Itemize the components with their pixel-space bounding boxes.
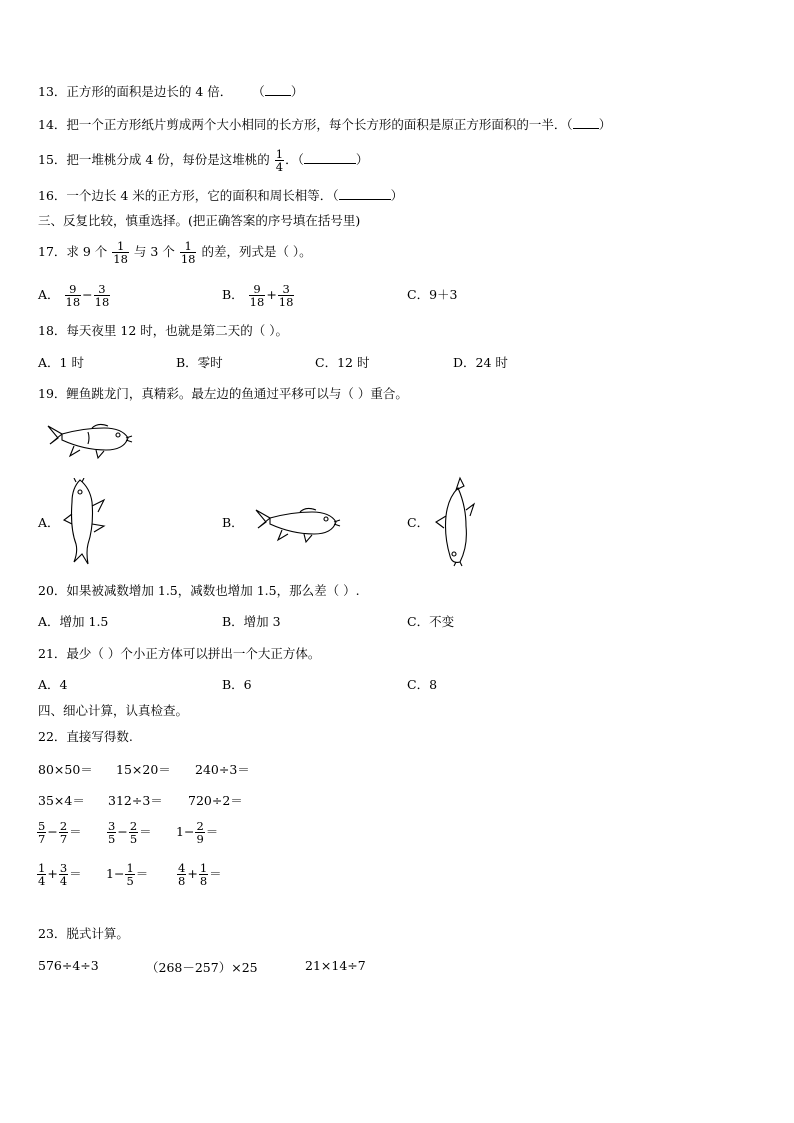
question-20: 20．如果被减数增加 1.5，减数也增加 1.5，那么差（ ）.: [38, 583, 360, 598]
option-18-d[interactable]: D．24 时: [453, 355, 508, 370]
option-17-c[interactable]: C．9＋3: [407, 287, 458, 302]
answer-blank[interactable]: [265, 83, 291, 96]
fraction: $\frac{1}{18}$: [113, 239, 128, 266]
fraction: $\frac{3}{18}$: [278, 282, 294, 309]
question-15: 15．把一堆桃分成 4 份，每份是这堆桃的 $\frac{1}{4}$ ．（ ）: [38, 147, 369, 174]
section-3-heading: 三、反复比较，慎重选择。(把正确答案的序号填在括号里): [38, 213, 361, 228]
option-18-b[interactable]: B．零时: [176, 355, 223, 370]
calc-item: 80×50＝: [38, 762, 93, 777]
option-21-a[interactable]: A．4: [38, 677, 68, 692]
calc-item: 21×14÷7: [305, 958, 366, 973]
calc-item: 1− $\frac{1}{5}$ ＝: [106, 861, 149, 888]
question-14: 14．把一个正方形纸片剪成两个大小相同的长方形，每个长方形的面积是原正方形面积的一半．（ ）: [38, 117, 612, 132]
calc-item: 35×4＝: [38, 793, 85, 808]
calc-item: 1− $\frac{2}{9}$ ＝: [176, 819, 219, 846]
answer-blank[interactable]: [339, 187, 391, 200]
calc-item: 240÷3＝: [195, 762, 250, 777]
fish-vertical-option-a-image[interactable]: [58, 478, 110, 568]
option-17-b[interactable]: B． $\frac{9}{18}$ + $\frac{3}{18}$: [222, 282, 294, 309]
option-19-a[interactable]: A．: [38, 515, 60, 530]
calc-item: $\frac{4}{8}$ + $\frac{1}{8}$ ＝: [178, 861, 222, 888]
question-13: 13．正方形的面积是边长的 4 倍． （ ）: [38, 84, 304, 99]
answer-blank[interactable]: [304, 151, 356, 164]
calc-item: （268－257）×25: [146, 960, 258, 975]
option-17-a[interactable]: A． $\frac{9}{18}$ − $\frac{3}{18}$: [38, 282, 110, 309]
question-23-title: 23．脱式计算。: [38, 926, 129, 941]
option-20-c[interactable]: C．不变: [407, 614, 455, 629]
calc-item: 576÷4÷3: [38, 958, 99, 973]
fish-reference-image: [44, 418, 134, 464]
option-21-c[interactable]: C．8: [407, 677, 438, 692]
calc-item: 720÷2＝: [188, 793, 243, 808]
calc-item: $\frac{3}{5}$ − $\frac{2}{5}$ ＝: [108, 819, 152, 846]
answer-blank[interactable]: [573, 116, 599, 129]
option-20-b[interactable]: B．增加 3: [222, 614, 281, 629]
question-16: 16．一个边长 4 米的正方形，它的面积和周长相等．（ ）: [38, 188, 404, 203]
question-18: 18．每天夜里 12 时，也就是第二天的（ ）。: [38, 323, 288, 338]
option-19-b[interactable]: B．: [222, 515, 244, 530]
option-20-a[interactable]: A．增加 1.5: [38, 614, 109, 629]
calc-item: $\frac{5}{7}$ − $\frac{2}{7}$ ＝: [38, 819, 82, 846]
fraction: $\frac{1}{18}$: [180, 239, 196, 266]
fraction: $\frac{9}{18}$: [65, 282, 81, 309]
option-21-b[interactable]: B．6: [222, 677, 252, 692]
fish-horizontal-option-b-image[interactable]: [252, 502, 342, 548]
option-18-a[interactable]: A．1 时: [38, 355, 84, 370]
fish-upside-down-option-c-image[interactable]: [430, 476, 482, 568]
fraction: $\frac{3}{18}$: [94, 282, 110, 309]
calc-item: 312÷3＝: [108, 793, 163, 808]
fraction: $\frac{1}{4}$: [275, 147, 284, 174]
question-22-title: 22．直接写得数.: [38, 729, 133, 744]
calc-item: $\frac{1}{4}$ + $\frac{3}{4}$ ＝: [38, 861, 82, 888]
calc-item: 15×20＝: [116, 762, 171, 777]
section-4-heading: 四、细心计算，认真检查。: [38, 703, 189, 718]
question-19: 19．鲤鱼跳龙门，真精彩。最左边的鱼通过平移可以与（ ）重合。: [38, 386, 408, 401]
option-18-c[interactable]: C．12 时: [315, 355, 370, 370]
question-21: 21．最少（ ）个小正方体可以拼出一个大正方体。: [38, 646, 321, 661]
question-17: 17．求 9 个 $\frac{1}{18}$ 与 3 个 $\frac{1}{18}$ 的差，列式是（ ）。: [38, 239, 312, 266]
fraction: $\frac{9}{18}$: [249, 282, 265, 309]
option-19-c[interactable]: C．: [407, 515, 430, 530]
